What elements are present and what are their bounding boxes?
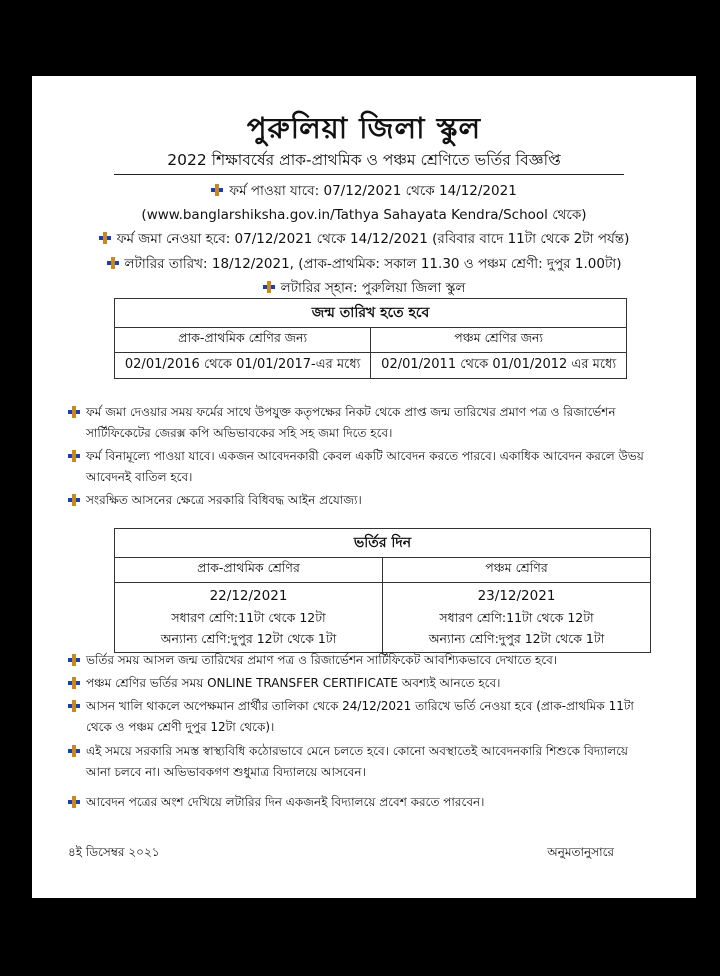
note-item: আসন খালি থাকলে অপেক্ষমান প্রার্থীর তালিকা থেকে 24/12/2021 তারিখে ভর্তি নেওয়া হবে (প্রাক-প্রাথমিক 11টা থেকে ও পঞ্চম শ্রেণী দুপুর 12টা থেকে)।: [86, 696, 656, 738]
dob-table-header: জন্ম তারিখ হতে হবে: [115, 299, 627, 328]
dob-col2-value: 02/01/2011 থেকে 01/01/2012 এর মধ্যে: [371, 353, 627, 379]
admission-col2-general: সধারণ শ্রেণি:11টা থেকে 12টা: [439, 610, 594, 625]
admission-col2-others: অন্যান্য শ্রেণি:দুপুর 12টা থেকে 1টা: [428, 631, 605, 646]
note-item: পঞ্চম শ্রেণির ভর্তির সময় ONLINE TRANSFER CERTIFICATE অবশ্যই আনতে হবে।: [86, 673, 656, 694]
notice-page: [32, 76, 696, 898]
admission-col2-date: 23/12/2021: [477, 588, 556, 604]
notice-subtitle: 2022 শিক্ষাবর্ষের প্রাক-প্রাথমিক ও পঞ্চম শ্রেণিতে ভর্তির বিজ্ঞপ্তি: [167, 151, 561, 169]
note-item: এই সময়ে সরকারি সমস্ত স্বাস্থ্যবিধি কঠোরভাবে মেনে চলতে হবে। কোনো অবস্থাতেই আবেদনকারি শিশুকে বিদ্যালয়ে আনা চলবে না। অভিভাবকগণ শুধুমাত্র বিদ্যালয়ে আসবেন।: [86, 741, 656, 783]
bullet-icon: [68, 796, 82, 808]
school-title: পুরুলিয়া জিলা স্কুল: [246, 111, 482, 145]
bullet-icon: [107, 257, 121, 269]
admission-table: [114, 528, 651, 653]
dob-col1-head: প্রাক-প্রাথমিক শ্রেণির জন্য: [115, 328, 371, 353]
admission-col1-date: 22/12/2021: [209, 588, 288, 604]
info-form-submit: ফর্ম জমা নেওয়া হবে: 07/12/2021 থেকে 14/12/2021 (রবিবার বাদে 11টা থেকে 2টা পর্যন্ত): [32, 228, 696, 251]
notice-authority: অনুমতানুসারে: [547, 845, 614, 859]
admission-table-header: ভর্তির দিন: [115, 529, 651, 558]
bullet-icon: [68, 677, 82, 689]
admission-col1-head: প্রাক-প্রাথমিক শ্রেণির: [115, 558, 383, 583]
bullet-icon: [68, 494, 82, 506]
info-lottery-place: লটারির স্হান: পুরুলিয়া জিলা স্কুল: [32, 277, 696, 300]
admission-col1-others: অন্যান্য শ্রেণি:দুপুর 12টা থেকে 1টা: [160, 631, 337, 646]
note-item: আবেদন পত্রের অংশ দেখিয়ে লটারির দিন একজনই বিদ্যালয়ে প্রবেশ করতে পারবেন।: [86, 792, 656, 813]
admission-col1-cell: [115, 583, 383, 653]
notice-date: ৪ই ডিসেম্বর ২০২১: [68, 845, 160, 859]
bullet-icon: [68, 654, 82, 666]
note-item: ফর্ম বিনামূল্যে পাওয়া যাবে। একজন আবেদনকারী কেবল একটি আবেদন করতে পারবে। একাধিক আবেদন করলে উভয় আবেদনই বাতিল হবে।: [86, 446, 656, 488]
bullet-icon: [68, 700, 82, 712]
dob-table: [114, 298, 627, 379]
admission-col2-cell: [383, 583, 651, 653]
bullet-icon: [68, 745, 82, 757]
admission-col2-head: পঞ্চম শ্রেণির: [383, 558, 651, 583]
bullet-icon: [68, 406, 82, 418]
bullet-icon: [211, 184, 225, 196]
note-item: সংরক্ষিত আসনের ক্ষেত্রে সরকারি বিধিবদ্ধ আইন প্রযোজ্য।: [86, 490, 656, 511]
dob-col2-head: পঞ্চম শ্রেণির জন্য: [371, 328, 627, 353]
note-item: ভর্তির সময় আসল জন্ম তারিখের প্রমাণ পত্র ও রিজার্ভেশন সার্টিফিকেট আবশ্যিকভাবে দেখাতে হবে।: [86, 650, 656, 671]
bullet-icon: [99, 232, 113, 244]
info-lottery-date: লটারির তারিখ: 18/12/2021, (প্রাক-প্রাথমিক: সকাল 11.30 ও পঞ্চম শ্রেণী: দুপুর 1.00টা): [32, 253, 696, 276]
bullet-icon: [68, 450, 82, 462]
admission-col1-general: সধারণ শ্রেণি:11টা থেকে 12টা: [171, 610, 326, 625]
bullet-icon: [263, 281, 277, 293]
note-item: ফর্ম জমা দেওয়ার সময় ফর্মের সাথে উপযুক্ত কতৃপক্ষের নিকট থেকে প্রাপ্ত জন্ম তারিখের প্রমাণ পত্র ও রিজার্ভেশন সার্টিফিকেটের জেরক্স কপি অভিভাবকের সহি সহ জমা দিতে হবে।: [86, 402, 656, 444]
dob-col1-value: 02/01/2016 থেকে 01/01/2017-এর মধ্যে: [115, 353, 371, 379]
info-form-collect: ফর্ম পাওয়া যাবে: 07/12/2021 থেকে 14/12/2021: [32, 180, 696, 203]
title-divider: [114, 174, 624, 175]
info-form-source: (www.banglarshiksha.gov.in/Tathya Sahayata Kendra/School থেকে): [141, 207, 587, 223]
